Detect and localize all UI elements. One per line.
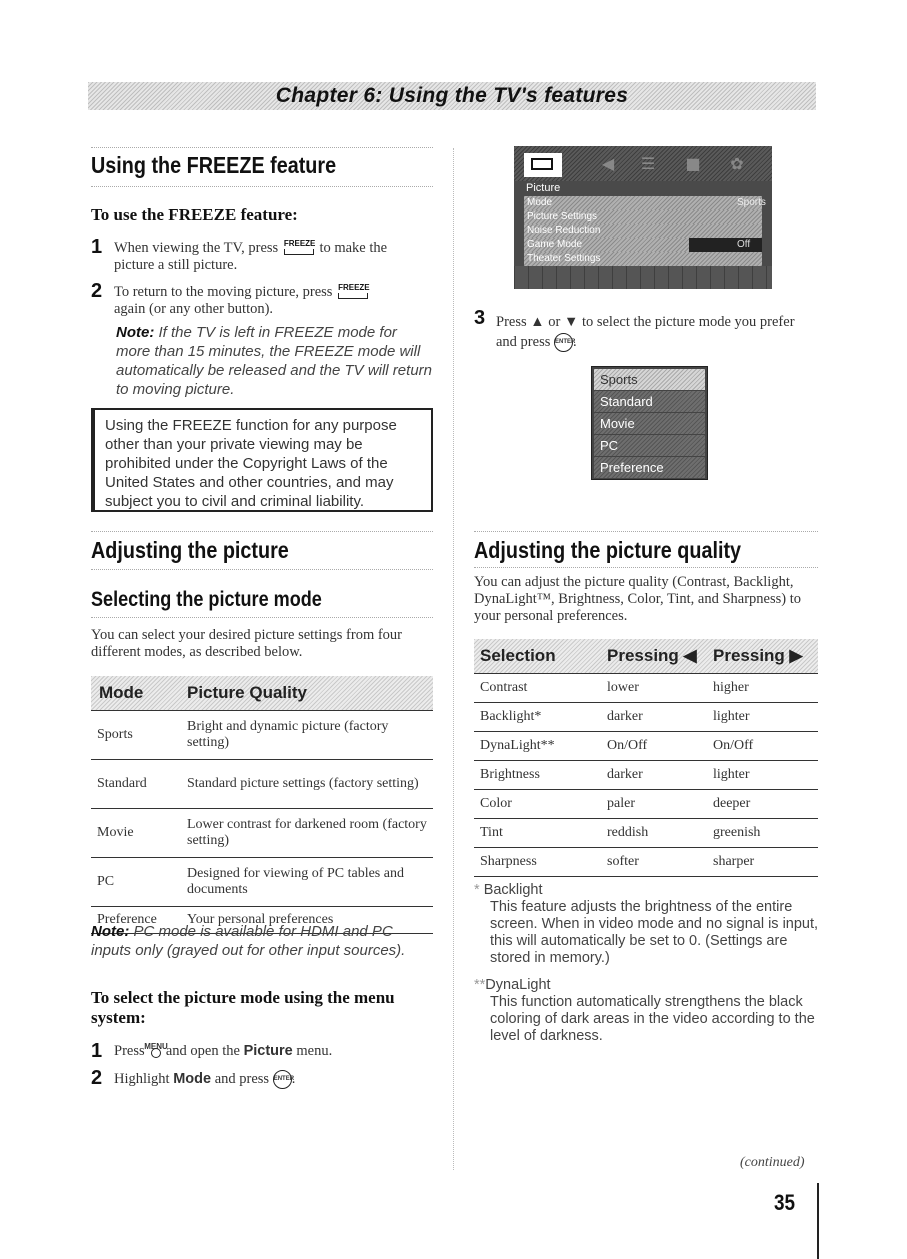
gear-icon: ✿ bbox=[730, 154, 744, 173]
table-row bbox=[91, 760, 433, 809]
osd-row-label: Theater Settings bbox=[527, 253, 601, 264]
adjusting-heading: Adjusting the picture bbox=[91, 537, 289, 563]
picture-quality-table bbox=[474, 639, 818, 877]
footnote-title: Backlight bbox=[483, 882, 543, 898]
speaker-icon: ◀ bbox=[601, 154, 615, 173]
table-row bbox=[474, 674, 818, 703]
down-arrow-icon: ▼ bbox=[563, 314, 579, 330]
section-rule bbox=[91, 147, 433, 148]
column-divider bbox=[453, 148, 454, 1170]
settings-icon: ☰ bbox=[640, 154, 656, 173]
freeze-heading: Using the FREEZE feature bbox=[91, 152, 337, 178]
key-label: MENU bbox=[144, 1041, 168, 1051]
enter-button-icon: ENTER bbox=[554, 333, 573, 352]
note-text: If the TV is left in FREEZE mode for more than 15 minutes, the FREEZE mode will automatically be released and the TV will return to moving picture. bbox=[116, 324, 432, 398]
step-text: and press bbox=[214, 1070, 270, 1087]
table-row bbox=[474, 848, 818, 877]
mode-option-sports[interactable]: Sports bbox=[594, 369, 705, 390]
table-row bbox=[91, 809, 433, 858]
press-left-cell: lower bbox=[606, 674, 712, 703]
osd-row-label: Noise Reduction bbox=[527, 225, 601, 236]
mode-option-preference[interactable]: Preference bbox=[594, 457, 705, 478]
desc-cell: Designed for viewing of PC tables and documents bbox=[186, 858, 433, 907]
press-left-cell: reddish bbox=[606, 819, 712, 848]
chapter-banner bbox=[88, 82, 816, 110]
continued-label: (continued) bbox=[740, 1155, 805, 1170]
page-number: 35 bbox=[774, 1190, 796, 1215]
step-text: to make the bbox=[319, 240, 388, 256]
freeze-step-1 bbox=[114, 240, 434, 274]
osd-row-mode bbox=[524, 196, 766, 210]
step-text: When viewing the TV, press bbox=[114, 240, 279, 256]
table-header: Selection bbox=[474, 639, 606, 674]
section-rule bbox=[91, 617, 433, 618]
press-right-cell: lighter bbox=[712, 703, 818, 732]
footnote-dynalight bbox=[474, 977, 819, 1045]
desc-cell: Lower contrast for darkened room (factory setting) bbox=[186, 809, 433, 858]
table-header: Picture Quality bbox=[186, 676, 433, 711]
footnote-text: This function automatically strengthens the black coloring of dark areas in the video according to the level of darkness. bbox=[490, 994, 815, 1044]
table-header-row bbox=[474, 639, 818, 674]
mode-option-movie[interactable]: Movie bbox=[594, 413, 705, 434]
step-text: To return to the moving picture, press bbox=[114, 284, 333, 300]
step-text: to select the picture mode you prefer and press bbox=[496, 314, 795, 350]
step-text: Press bbox=[496, 314, 527, 330]
osd-row-picture-settings bbox=[524, 210, 762, 224]
table-header-row bbox=[91, 676, 433, 711]
freeze-step-2 bbox=[114, 284, 434, 318]
desc-cell: Bright and dynamic picture (factory setting) bbox=[186, 711, 433, 760]
press-left-cell: paler bbox=[606, 790, 712, 819]
picture-menu-screenshot bbox=[514, 146, 772, 289]
freeze-note bbox=[116, 323, 434, 399]
menu-step-1 bbox=[114, 1043, 434, 1060]
menu-button-icon bbox=[144, 1041, 168, 1058]
quality-heading: Adjusting the picture quality bbox=[474, 537, 742, 563]
mode-label: Mode bbox=[173, 1070, 212, 1087]
press-right-cell: On/Off bbox=[712, 732, 818, 761]
key-label: FREEZE bbox=[338, 282, 370, 292]
step-text: picture a still picture. bbox=[114, 257, 238, 273]
quality-intro: You can adjust the picture quality (Contrast, Backlight, DynaLight™, Brightness, Color, Tint, and Sharpness) to your personal preferences. bbox=[474, 574, 801, 624]
pc-mode-note bbox=[91, 922, 436, 960]
osd-row-label: Picture Settings bbox=[527, 211, 598, 222]
mode-option-pc[interactable]: PC bbox=[594, 435, 705, 456]
table-row bbox=[474, 732, 818, 761]
section-rule bbox=[91, 186, 433, 187]
table-header: Pressing ▶ bbox=[712, 639, 818, 674]
footnote-title: DynaLight bbox=[485, 977, 551, 993]
osd-row-label: Mode bbox=[527, 197, 553, 208]
press-left-cell: On/Off bbox=[606, 732, 712, 761]
freeze-subheading: To use the FREEZE feature: bbox=[91, 205, 298, 224]
desc-cell: Standard picture settings (factory setting) bbox=[186, 760, 433, 809]
table-row bbox=[91, 711, 433, 760]
selection-cell: Sharpness bbox=[474, 848, 606, 877]
step-text: or bbox=[548, 314, 561, 330]
footnote-text: This feature adjusts the brightness of the entire screen. When in video mode and no signal is input, this will automatically be set to 0. (Settings are stored in memory.) bbox=[490, 899, 819, 966]
osd-row-game-mode bbox=[524, 238, 762, 252]
table-row bbox=[474, 790, 818, 819]
table-row bbox=[91, 858, 433, 907]
footnote-backlight bbox=[474, 882, 819, 967]
osd-row-value: Off bbox=[689, 238, 762, 252]
picture-mode-intro: You can select your desired picture settings from four different modes, as described below. bbox=[91, 627, 403, 660]
press-left-cell: darker bbox=[606, 703, 712, 732]
chapter-title: Chapter 6: Using the TV's features bbox=[275, 84, 629, 107]
up-arrow-icon: ▲ bbox=[530, 314, 545, 330]
press-left-cell: softer bbox=[606, 848, 712, 877]
press-right-cell: higher bbox=[712, 674, 818, 703]
mode-cell: Sports bbox=[91, 711, 186, 760]
step-text: menu. bbox=[296, 1043, 333, 1059]
picture-menu-label: Picture bbox=[243, 1043, 293, 1059]
selection-cell: Backlight* bbox=[474, 703, 606, 732]
osd-row-label: Game Mode bbox=[527, 239, 583, 250]
selection-cell: Brightness bbox=[474, 761, 606, 790]
step-text: Highlight bbox=[114, 1070, 170, 1087]
menu-icon-bar bbox=[514, 146, 772, 181]
freeze-key-icon bbox=[338, 282, 370, 299]
table-row bbox=[474, 819, 818, 848]
key-label: FREEZE bbox=[283, 238, 316, 248]
page-edge-bar bbox=[817, 1183, 819, 1259]
step-number: 2 bbox=[91, 1067, 103, 1089]
mode-cell: PC bbox=[91, 858, 186, 907]
picture-mode-list bbox=[591, 366, 708, 480]
note-label: Note: bbox=[91, 923, 130, 940]
enter-button-icon: ENTER bbox=[273, 1070, 292, 1089]
press-right-cell: greenish bbox=[712, 819, 818, 848]
selection-cell: DynaLight** bbox=[474, 732, 606, 761]
note-text: PC mode is available for HDMI and PC inputs only (grayed out for other input sources). bbox=[91, 923, 406, 959]
menu-system-heading: To select the picture mode using the menu system: bbox=[91, 988, 395, 1027]
selection-cell: Color bbox=[474, 790, 606, 819]
step-number: 3 bbox=[474, 307, 486, 329]
osd-row-noise-reduction bbox=[524, 224, 762, 238]
mode-cell: Movie bbox=[91, 809, 186, 858]
tv-icon bbox=[524, 153, 562, 177]
step-number: 1 bbox=[91, 236, 103, 258]
footnote-mark: ** bbox=[474, 977, 486, 993]
section-rule bbox=[474, 531, 818, 532]
note-label: Note: bbox=[116, 324, 155, 341]
lock-icon: ■ bbox=[685, 154, 701, 173]
table-header: Mode bbox=[91, 676, 186, 711]
mode-option-standard[interactable]: Standard bbox=[594, 391, 705, 412]
press-right-cell: sharper bbox=[712, 848, 818, 877]
mode-cell: Standard bbox=[91, 760, 186, 809]
menu-step-2: Highlight Mode and press ENTER. bbox=[114, 1070, 434, 1089]
table-row bbox=[474, 761, 818, 790]
mode-cell: Preference bbox=[91, 907, 186, 934]
osd-row-theater-settings bbox=[524, 252, 762, 266]
table-header: Pressing ◀ bbox=[606, 639, 712, 674]
press-right-cell: lighter bbox=[712, 761, 818, 790]
section-rule bbox=[91, 531, 433, 532]
picture-mode-heading: Selecting the picture mode bbox=[91, 588, 322, 611]
freeze-key-icon bbox=[283, 238, 316, 255]
footnote-mark: * bbox=[474, 882, 480, 898]
selection-cell: Tint bbox=[474, 819, 606, 848]
footnote-rule bbox=[474, 876, 604, 877]
osd-row-value: Sports bbox=[737, 197, 766, 208]
step-text: and open the bbox=[165, 1043, 240, 1059]
press-right-cell: deeper bbox=[712, 790, 818, 819]
step-text: Press bbox=[114, 1043, 145, 1059]
table-row bbox=[474, 703, 818, 732]
selection-cell: Contrast bbox=[474, 674, 606, 703]
step-number: 2 bbox=[91, 280, 103, 302]
section-rule bbox=[474, 567, 818, 568]
picture-mode-step-3: Press ▲ or ▼ to select the picture mode you prefer and press ENTER. bbox=[496, 312, 818, 352]
osd-menu-title: Picture bbox=[526, 182, 561, 194]
step-number: 1 bbox=[91, 1040, 103, 1062]
picture-mode-table bbox=[91, 676, 433, 934]
step-text: again (or any other button). bbox=[114, 301, 274, 317]
desc-cell: Your personal preferences bbox=[186, 907, 433, 934]
section-rule bbox=[91, 569, 433, 570]
copyright-warning-box: Using the FREEZE function for any purpose other than your private viewing may be prohibited under the Copyright Laws of the United States and other countries, and may subject you to civil and criminal liability. bbox=[91, 408, 433, 512]
osd-footer bbox=[514, 266, 772, 289]
press-left-cell: darker bbox=[606, 761, 712, 790]
